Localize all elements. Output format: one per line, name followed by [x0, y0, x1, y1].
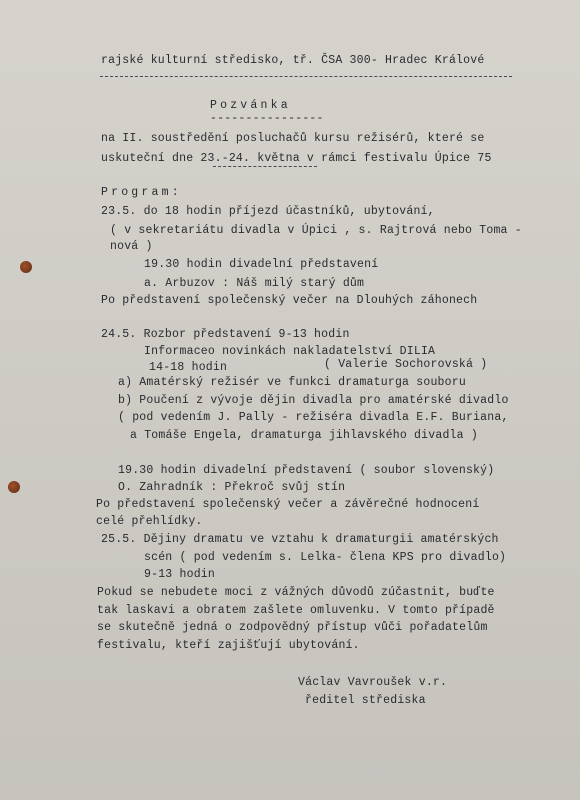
day2-line-7: ( pod vedením J. Pally - režiséra divadla E.F. Buriana,	[118, 411, 509, 424]
day1-line-1: 23.5. do 18 hodin příjezd účastníků, ubytování,	[101, 205, 435, 218]
date-underline	[213, 166, 317, 167]
signature-role: ředitel střediska	[305, 694, 426, 707]
day2-evening-line-1: 19.30 hodin divadelní představení ( soubor slovenský)	[118, 464, 495, 477]
intro-line-2: uskuteční dne 23.-24. května v rámci festivalu Úpice 75	[101, 152, 492, 165]
punch-hole-top	[20, 261, 32, 273]
day2-line-4: ( Valerie Sochorovská )	[324, 358, 488, 371]
day2-evening-line-4: celé přehlídky.	[96, 515, 203, 528]
day1-line-6: Po představení společenský večer na Dlouhých záhonech	[101, 294, 478, 307]
day1-line-4: 19.30 hodin divadelní představení	[144, 258, 379, 271]
document-title: Pozvánka	[210, 99, 291, 112]
header-address: rajské kulturní středisko, tř. ČSA 300- Hradec Králové	[101, 54, 485, 67]
day2-line-3: 14-18 hodin	[149, 361, 228, 374]
closing-line-3: se skutečně jedná o zodpovědný přístup vůči pořadatelům	[97, 621, 488, 634]
day1-line-3: nová )	[110, 240, 153, 253]
day2-evening-line-3: Po představení společenský večer a závěrečné hodnocení	[96, 498, 480, 511]
day2-evening-line-2: O. Zahradník : Překroč svůj stín	[118, 481, 346, 494]
program-heading: Program:	[101, 186, 182, 199]
day1-line-5: a. Arbuzov : Náš milý starý dům	[144, 277, 365, 290]
day2-line-6: b) Poučení z vývoje dějin divadla pro amatérské divadlo	[118, 394, 509, 407]
intro-line-1: na II. soustředění posluchačů kursu režisérů, které se	[101, 132, 485, 145]
day3-line-2: scén ( pod vedením s. Lelka- člena KPS pro divadlo)	[144, 551, 507, 564]
signature-name: Václav Vavroušek v.r.	[298, 676, 448, 689]
day3-line-3: 9-13 hodin	[144, 568, 216, 581]
day1-line-2: ( v sekretariátu divadla v Úpici , s. Rajtrová nebo Toma -	[110, 224, 522, 237]
closing-line-2: tak laskavi a obratem zašlete omluvenku. V tomto případě	[97, 604, 495, 617]
punch-hole-bottom	[8, 481, 20, 493]
header-rule	[100, 76, 512, 77]
day2-line-5: a) Amatérský režisér ve funkci dramaturga souboru	[118, 376, 466, 389]
closing-line-4: festivalu, kteří zajišťují ubytování.	[97, 639, 360, 652]
day2-line-1: 24.5. Rozbor představení 9-13 hodin	[101, 328, 350, 341]
day2-line-8: a Tomáše Engela, dramaturga jihlavského divadla )	[130, 429, 478, 442]
closing-line-1: Pokud se nebudete moci z vážných důvodů zúčastnit, buďte	[97, 586, 495, 599]
title-underline: ----------------	[210, 112, 324, 125]
day3-line-1: 25.5. Dějiny dramatu ve vztahu k dramaturgii amatérských	[101, 533, 499, 546]
day2-line-2: Informaceo novinkách nakladatelství DILIA	[144, 345, 436, 358]
